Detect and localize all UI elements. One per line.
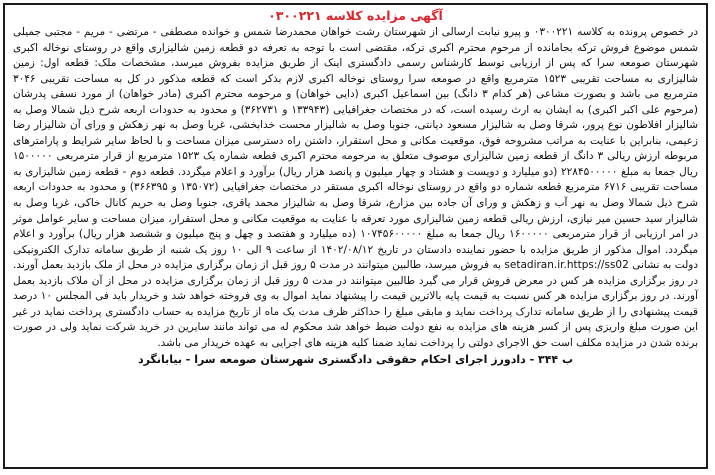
notice-body: در خصوص پرونده به کلاسه ۰۳۰۰۲۲۱ و پیرو نیابت ارسالی از شهرستان رشت خواهان محمدرضا شمس و خوانده مصطفی - مرتضی - مریم - مجتبی جمیلی شمس موضوع فروش ترکه بجامانده از مرحوم محترم اکبری ترکه، مقتضی است با توجه به تعرفه دو قطعه زمین شالیزاری واقع در روستای نوخاله اکبری شهرستان صومعه سرا که پس از ارزیابی توسط کارشناس رسمی دادگستری اینک از طریق مزایده بفروش میرسد، مشخصات ملک: قطعه اول: زمین شالیزاری به مساحت تقریبی ۱۵۲۳ مترمربع واقع در صومعه سرا روستای نوخاله اکبری لازم بذکر است که قطعه مذکور در کل به مساحت تقریبی ۳۰۴۶ مترمربع می باشد و بصورت مشاعی (هر کدام ۳ دانگ) بین اسماعیل اکبری (دایی خواهان) و مرحومه محترم اکبری (مادر خواهان) از مورد نسقی پدرشان (مرحوم علی اکبر اکبری) به ایشان به ارث رسیده است، که در مختصات جغرافیایی (۱۳۳۹۴۳ و ۳۶۲۷۳۱) و محدود به حدودات اربعه شرح ذیل شمالا وصل به شالیزار افلاطون نوع پرور، شرقا وصل به شالیزار مسعود دیانتی، جنوبا وصل به شالیزار محست خدابخشی، غربا وصل به نهر زهکش و ورای آن شالیزار رضا زعیمی، بنابراین با عنایت به مراتب مشروحه فوق، موقعیت مکانی و محل استقرار، داشتن راه دسترسی میزان مساحت و با لحاظ سایر شرایط و پارامترهای مربوطه ارزش ریالی ۳ دانگ از قطعه زمین شالیزاری موصوف متعلق به مرحومه محترم اکبری قطعه شماره یک ۱۵۲۳ مترمربع از قرار مترمربعی ۱۵۰۰۰۰۰ ریال جمعا به مبلغ ۲۲۸۴۵۰۰۰۰۰ (دو میلیارد و دویست و هشتاد و چهار میلیون و پانصد هزار ریال) برآورد و اعلام میگردد. قطعه دوم - قطعه زمین شالیزاری به مساحت تقریبی ۶۷۱۶ مترمربع قطعه شماره دو واقع در روستای نوخاله اکبری مستقر در مختصات جغرافیایی (۱۳۵۰۷۲ و ۳۶۶۳۹۵) و محدود به حدودات اربعه شرح ذیل شمالا وصل به نهر آب و زهکش و ورای آن جاده بین مزارع، شرقا وصل به شالیزار محمد یاقری، جنوبا وصل به حریم کانال خاکی، غربا وصل به شالیزار سید حسین میر نیازی، ارزش ریالی قطعه زمین شالیزاری مورد تعرفه با عنایت به موقعیت مکانی و محل استقرار، میزان مساحت و سایر عوامل موثر در امر ارزیابی از قرار مترمربعی ۱۶۰۰۰۰۰ ریال جمعا به مبلغ ۱۰۷۴۵۶۰۰۰۰۰ (ده میلیارد و هفتصد و چهل و پنج میلیون و ششصد هزار ریال) برآورد و اعلام میگردد. اموال مذکور از طریق مزایده با حضور نماینده دادستان در تاریخ ۱۴۰۲/۰۸/۱۲ از ساعت ۹ الی ۱۰ روز یک شنبه از طریق سامانه تدارک الکترونیکی دولت به نشانی setadiran.ir.https://ss02 به فروش میرسد، طالبین میتوانند در مدت ۵ روز قبل از زمان برگزاری مزایده در محل از ملک بازدید بعمل آورند. در روز برگزاری مزایده هر کس در معرض فروش قرار می گیرد طالبین میتوانند در مدت ۵ روز قبل از زمان برگزاری مزایده در محل از آن ملاک بازدید بعمل آورند. در روز برگزاری مزایده هر کس نسبت به قیمت پایه بالاترین قیمت را پیشنهاد نماید اموال به وی فروخته خواهد شد و خریدار باید فی المجلس ۱۰ درصد قیمت پیشنهادی را از طریق سامانه تدارک پرداخت نماید و مابقی مبلغ را حداکثر ظرف مدت یک ماه از تاریخ مزایده به حساب دادگستری پرداخت نماید در غیر این صورت مبلغ واریزی پس از کسر هزینه های مزایده به نفع دولت ضبط خواهد شد محکوم له می تواند مانند سایرین در خرید شرکت نماید ولی در صورت برنده شدن در مزایده مکلف است حق الاجرای دولتی را پرداخت نماید ضمنا کلیه هزینه های اجرایی به عهده خریدار می باشد.	[13, 26, 699, 349]
notice-footer: ب ۳۴۴ - دادورز اجرای احکام حقوقی دادگستری شهرستان صومعه سرا - بیابانگرد	[137, 353, 574, 367]
notice-title: آگهی مزایده کلاسه ۰۳۰۰۲۲۱	[268, 8, 443, 23]
auction-notice-frame	[3, 3, 708, 469]
